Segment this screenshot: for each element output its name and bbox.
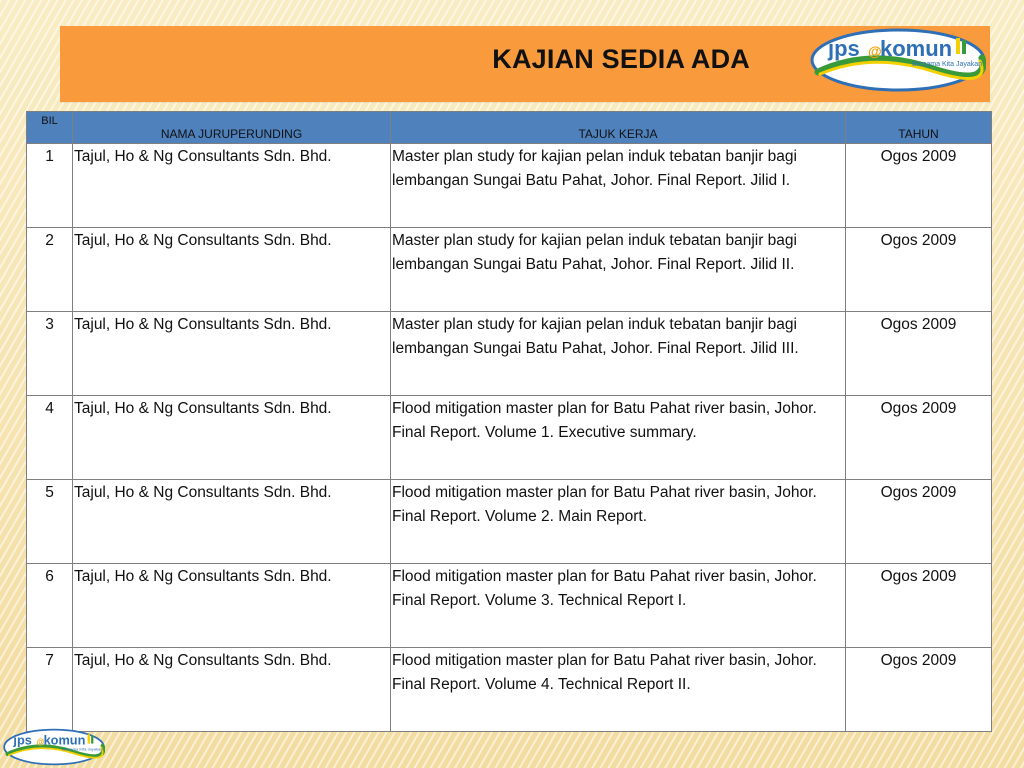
logo-text-at: @ — [868, 43, 882, 59]
references-table — [26, 111, 992, 732]
cell-tahun: Ogos 2009 — [846, 564, 992, 648]
cell-tajuk: Master plan study for kajian pelan induk tebatan banjir bagi lembangan Sungai Batu Pahat, Johor. Final Report. Jilid I. — [391, 144, 846, 228]
cell-nama: Tajul, Ho & Ng Consultants Sdn. Bhd. — [73, 480, 391, 564]
logo-tagline: Bersama Kita Jayakan — [912, 61, 983, 68]
header-bil: BIL — [27, 112, 73, 144]
cell-nama: Tajul, Ho & Ng Consultants Sdn. Bhd. — [73, 312, 391, 396]
cell-bil: 6 — [27, 564, 73, 648]
cell-nama: Tajul, Ho & Ng Consultants Sdn. Bhd. — [73, 396, 391, 480]
logo-small-text-jps: jps — [13, 732, 32, 748]
cell-bil: 2 — [27, 228, 73, 312]
header-nama-juruperunding: NAMA JURUPERUNDING — [73, 112, 391, 144]
cell-tajuk: Flood mitigation master plan for Batu Pahat river basin, Johor. Final Report. Volume 1. Executive summary. — [391, 396, 846, 480]
cell-tajuk: Flood mitigation master plan for Batu Pahat river basin, Johor. Final Report. Volume 3. Technical Report I. — [391, 564, 846, 648]
header-tajuk-kerja: TAJUK KERJA — [391, 112, 846, 144]
jps-komun-logo — [810, 28, 986, 92]
logo-bar-1 — [956, 38, 960, 54]
cell-tahun: Ogos 2009 — [846, 312, 992, 396]
cell-bil: 3 — [27, 312, 73, 396]
cell-bil: 5 — [27, 480, 73, 564]
logo-small-bar-2 — [91, 735, 93, 743]
slide-title: KAJIAN SEDIA ADA — [492, 44, 750, 74]
logo-small-text-komun: komun — [43, 732, 86, 748]
logo-bar-2 — [962, 40, 966, 54]
table-row — [27, 396, 992, 480]
table-row — [27, 648, 992, 732]
table-row — [27, 564, 992, 648]
cell-tahun: Ogos 2009 — [846, 144, 992, 228]
cell-tajuk: Flood mitigation master plan for Batu Pahat river basin, Johor. Final Report. Volume 4. Technical Report II. — [391, 648, 846, 732]
table-row — [27, 312, 992, 396]
cell-tahun: Ogos 2009 — [846, 228, 992, 312]
cell-tajuk: Flood mitigation master plan for Batu Pahat river basin, Johor. Final Report. Volume 2. Main Report. — [391, 480, 846, 564]
cell-nama: Tajul, Ho & Ng Consultants Sdn. Bhd. — [73, 564, 391, 648]
header-tahun: TAHUN — [846, 112, 992, 144]
cell-tajuk: Master plan study for kajian pelan induk tebatan banjir bagi lembangan Sungai Batu Pahat, Johor. Final Report. Jilid III. — [391, 312, 846, 396]
logo-text-komun: komun — [880, 36, 953, 61]
cell-bil: 4 — [27, 396, 73, 480]
jps-komun-logo-small — [3, 728, 105, 766]
cell-tahun: Ogos 2009 — [846, 648, 992, 732]
logo-small-text-at: @ — [36, 737, 45, 747]
cell-tahun: Ogos 2009 — [846, 396, 992, 480]
cell-tajuk: Master plan study for kajian pelan induk tebatan banjir bagi lembangan Sungai Batu Pahat, Johor. Final Report. Jilid II. — [391, 228, 846, 312]
logo-small-bar-1 — [88, 734, 90, 743]
cell-bil: 1 — [27, 144, 73, 228]
cell-nama: Tajul, Ho & Ng Consultants Sdn. Bhd. — [73, 648, 391, 732]
table-header-row — [27, 112, 992, 144]
table-row — [27, 228, 992, 312]
cell-bil: 7 — [27, 648, 73, 732]
table-row — [27, 480, 992, 564]
cell-tahun: Ogos 2009 — [846, 480, 992, 564]
table-row — [27, 144, 992, 228]
logo-small-tagline: Bersama Kita Jayakan — [62, 746, 103, 752]
logo-text-jps: jps — [828, 36, 860, 61]
cell-nama: Tajul, Ho & Ng Consultants Sdn. Bhd. — [73, 144, 391, 228]
cell-nama: Tajul, Ho & Ng Consultants Sdn. Bhd. — [73, 228, 391, 312]
